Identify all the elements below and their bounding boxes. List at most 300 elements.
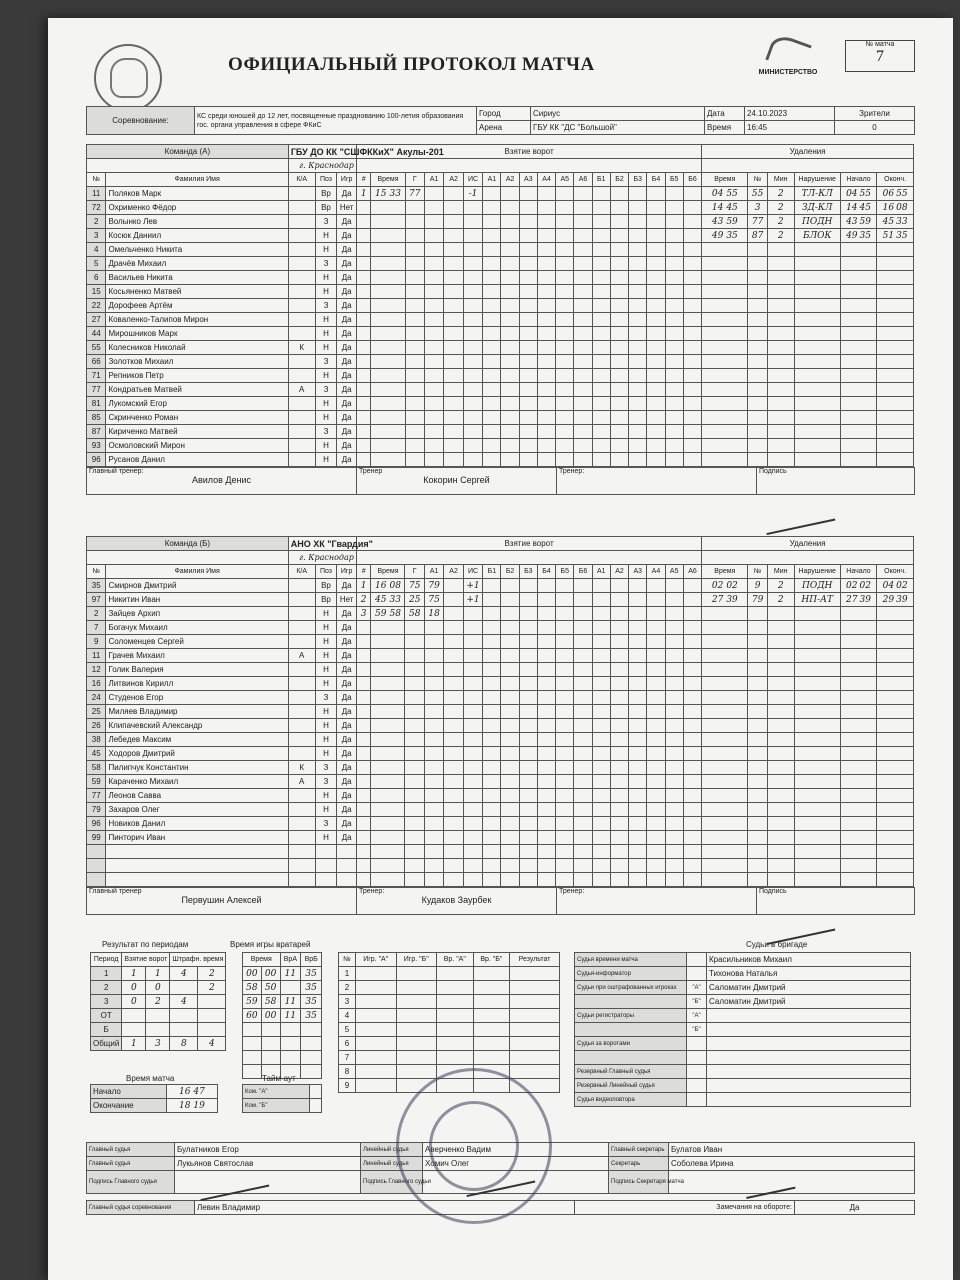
- plus-minus-cell: [483, 285, 501, 299]
- plus-minus-cell: [501, 425, 519, 439]
- plus-minus-cell: [519, 397, 537, 411]
- goal-header: А2: [444, 565, 463, 579]
- penalty-start: [840, 355, 876, 369]
- player-position: Н: [315, 719, 337, 733]
- goal-assist-1: [424, 215, 443, 229]
- plus-minus-cell: [610, 341, 628, 355]
- penalty-player: [748, 663, 767, 677]
- plus-minus-cell: [501, 355, 519, 369]
- goal-number: [356, 747, 371, 761]
- goal-number: [356, 621, 371, 635]
- plus-minus-cell: [665, 439, 683, 453]
- chief-referee: Булатников Егор: [175, 1143, 361, 1157]
- plus-minus-cell: [537, 425, 555, 439]
- goal-situation: [463, 425, 482, 439]
- player-position: Н: [315, 397, 337, 411]
- plus-minus-cell: [519, 593, 537, 607]
- player-position: [315, 845, 337, 859]
- goal-time: [371, 383, 405, 397]
- plus-minus-cell: [665, 817, 683, 831]
- official-row: [575, 995, 911, 1009]
- player-number: 99: [87, 831, 106, 845]
- match-end: 18 19: [166, 1099, 217, 1113]
- plus-minus-cell: [483, 817, 501, 831]
- penalty-end-sec: 02: [896, 580, 908, 591]
- goal-time: [371, 733, 405, 747]
- goal-scorer: [405, 621, 424, 635]
- player-number: 77: [87, 789, 106, 803]
- team_a-table: [86, 144, 914, 467]
- goal-scorer: [405, 747, 424, 761]
- plus-minus-cell: [556, 201, 574, 215]
- plus-minus-cell: [519, 341, 537, 355]
- player-played: Да: [337, 425, 356, 439]
- plus-minus-cell: [629, 229, 647, 243]
- player-row: [87, 789, 914, 803]
- plus-minus-cell: [629, 397, 647, 411]
- penalty-end: [877, 257, 914, 271]
- goal-assist-2: [444, 621, 463, 635]
- penalty-end: [877, 327, 914, 341]
- penalty-start: [840, 649, 876, 663]
- player-played: Да: [337, 761, 356, 775]
- plus-minus-cell: [629, 663, 647, 677]
- goal-time: [371, 831, 405, 845]
- player-number: 11: [87, 649, 106, 663]
- plus-minus-cell: [647, 873, 665, 887]
- player-row: [87, 845, 914, 859]
- roster-header: Фамилия Имя: [106, 565, 288, 579]
- player-name: Русанов Данил: [106, 453, 288, 467]
- plus-minus-cell: [647, 187, 665, 201]
- plus-minus-cell: [629, 439, 647, 453]
- penalty-player: [748, 677, 767, 691]
- penalty-start-sec: 02: [859, 580, 871, 591]
- plus-minus-cell: [501, 747, 519, 761]
- goal-situation: [463, 747, 482, 761]
- coach-signature-cell: [757, 888, 915, 915]
- penalty-infraction: [794, 439, 840, 453]
- player-position: Н: [315, 831, 337, 845]
- plus-minus-cell: [556, 663, 574, 677]
- player-name: [106, 845, 288, 859]
- team-label: Команда (Б): [87, 537, 289, 551]
- plus-minus-cell: [665, 313, 683, 327]
- plus-minus-cell: [647, 621, 665, 635]
- plus-minus-cell: [501, 369, 519, 383]
- player-position: З: [315, 817, 337, 831]
- penalty-minutes: [767, 341, 794, 355]
- player-row: [87, 383, 914, 397]
- goal-time: [371, 593, 405, 607]
- plus-minus-cell: [665, 789, 683, 803]
- player-role: [288, 845, 315, 859]
- plus-minus-cell: [683, 733, 701, 747]
- goal-number: [356, 817, 371, 831]
- plus-minus-cell: [537, 257, 555, 271]
- player-name: Осмоловский Мирон: [106, 439, 288, 453]
- chief-referee-label: Главный судья: [87, 1143, 175, 1157]
- plus-minus-cell: [483, 719, 501, 733]
- player-number: 6: [87, 271, 106, 285]
- penalty-end: [877, 859, 914, 873]
- coach: Кокорин Сергей: [423, 475, 490, 485]
- player-played: Да: [337, 775, 356, 789]
- player-number: [87, 845, 106, 859]
- goal-scorer: [405, 719, 424, 733]
- secretary: Соболева Ирина: [669, 1157, 915, 1171]
- penalty-start: [840, 747, 876, 761]
- player-row: [87, 635, 914, 649]
- goalie-time-cell: [301, 1065, 322, 1079]
- plus-minus-cell: [519, 257, 537, 271]
- plus-minus-cell: [483, 705, 501, 719]
- plus-minus-cell: [483, 453, 501, 467]
- penalty-end-min: 04: [882, 580, 895, 591]
- plus-minus-cell: [610, 397, 628, 411]
- penalty-infraction: [794, 747, 840, 761]
- penalty-minutes: [767, 859, 794, 873]
- plus-minus-cell: [501, 411, 519, 425]
- plus-minus-cell: [501, 635, 519, 649]
- player-name: Леонов Савва: [106, 789, 288, 803]
- plus-minus-cell: [610, 691, 628, 705]
- player-role: [288, 579, 315, 593]
- plus-minus-cell: [501, 341, 519, 355]
- penalty-end: [877, 789, 914, 803]
- spectators-label: Зрители: [835, 107, 915, 121]
- goal-situation: [463, 705, 482, 719]
- plus-minus-cell: [574, 663, 592, 677]
- plus-minus-cell: [592, 425, 610, 439]
- penalty-infraction: [794, 425, 840, 439]
- official-role: [575, 995, 687, 1009]
- player-position: Вр: [315, 579, 337, 593]
- plus-minus-header: А3: [519, 173, 537, 187]
- penalty-player: [748, 425, 767, 439]
- officials-table: [574, 952, 911, 1107]
- shootout-cell: [473, 995, 510, 1009]
- penalty-minutes: [767, 271, 794, 285]
- goal-situation: [463, 733, 482, 747]
- penalty-end: [877, 271, 914, 285]
- penalty-time: [702, 859, 748, 873]
- goal-header: Г: [405, 565, 424, 579]
- penalty-end-min: 16: [882, 202, 895, 213]
- plus-minus-cell: [556, 439, 574, 453]
- penalty-end: [877, 733, 914, 747]
- penalty-time: [702, 341, 748, 355]
- official-team: "А": [687, 1009, 707, 1023]
- plus-minus-cell: [647, 719, 665, 733]
- goal-scorer: [405, 761, 424, 775]
- goal-time: [371, 439, 405, 453]
- plus-minus-cell: [629, 201, 647, 215]
- player-played: Да: [337, 215, 356, 229]
- plus-minus-cell: [647, 593, 665, 607]
- player-row: [87, 747, 914, 761]
- goal-number: [356, 271, 371, 285]
- plus-minus-cell: [574, 873, 592, 887]
- plus-minus-cell: [665, 677, 683, 691]
- shootout-cell: [355, 995, 396, 1009]
- plus-minus-cell: [647, 243, 665, 257]
- player-role: [288, 257, 315, 271]
- player-position: Н: [315, 341, 337, 355]
- goal-number: [356, 803, 371, 817]
- penalty-minutes: 2: [767, 579, 794, 593]
- penalty-player: [748, 383, 767, 397]
- goal-scorer: [405, 817, 424, 831]
- period-name: Б: [91, 1023, 122, 1037]
- goal-assist-2: [444, 705, 463, 719]
- penalty-end-sec: 33: [896, 216, 908, 227]
- plus-minus-cell: [647, 859, 665, 873]
- official-row: [575, 967, 911, 981]
- player-row: [87, 327, 914, 341]
- goal-situation: [463, 677, 482, 691]
- plus-minus-header: Б5: [665, 173, 683, 187]
- plus-minus-cell: [501, 285, 519, 299]
- plus-minus-cell: [483, 635, 501, 649]
- shootout-number: 6: [339, 1037, 356, 1051]
- penalty-player: [748, 327, 767, 341]
- plus-minus-header: А1: [483, 173, 501, 187]
- player-number: 25: [87, 705, 106, 719]
- plus-minus-cell: [537, 341, 555, 355]
- plus-minus-cell: [501, 243, 519, 257]
- roster-header: К/А: [288, 173, 315, 187]
- penalty-minutes: 2: [767, 229, 794, 243]
- plus-minus-header: А3: [629, 565, 647, 579]
- plus-minus-cell: [556, 621, 574, 635]
- plus-minus-cell: [610, 705, 628, 719]
- plus-minus-header: Б3: [519, 565, 537, 579]
- goal-number: [356, 285, 371, 299]
- goal-situation: [463, 397, 482, 411]
- player-row: [87, 775, 914, 789]
- penalty-end-min: 51: [882, 230, 895, 241]
- head-coach: Авилов Денис: [191, 475, 252, 485]
- plus-minus-cell: [592, 453, 610, 467]
- plus-minus-cell: [519, 453, 537, 467]
- penalty-infraction: [794, 607, 840, 621]
- player-number: 96: [87, 453, 106, 467]
- shootout-cell: [396, 1009, 436, 1023]
- penalty-time: [702, 201, 748, 215]
- goal-time: [371, 663, 405, 677]
- penalty-time: [702, 327, 748, 341]
- player-position: З: [315, 299, 337, 313]
- plus-minus-cell: [537, 845, 555, 859]
- goalie-time-cell: 11: [280, 1009, 301, 1023]
- goal-scorer: [405, 201, 424, 215]
- plus-minus-cell: [647, 257, 665, 271]
- match-number: 7: [876, 48, 884, 65]
- player-name: Дорофеев Артём: [106, 299, 288, 313]
- plus-minus-cell: [610, 649, 628, 663]
- shootout-number: 4: [339, 1009, 356, 1023]
- penalty-player: [748, 817, 767, 831]
- plus-minus-cell: [683, 243, 701, 257]
- goal-scorer: [405, 369, 424, 383]
- goal-assist-2: [444, 313, 463, 327]
- shootout-header: Игр. "Б": [396, 953, 436, 967]
- goal-number: [356, 383, 371, 397]
- plus-minus-cell: [683, 229, 701, 243]
- plus-minus-cell: [629, 285, 647, 299]
- penalty-player: [748, 775, 767, 789]
- goal-assist-1: 75: [424, 593, 443, 607]
- sign-secretary-label: Подпись Секретаря матча: [609, 1171, 669, 1194]
- goalie-time-title: Время игры вратарей: [230, 940, 311, 949]
- plus-minus-cell: [647, 439, 665, 453]
- goal-time: [371, 649, 405, 663]
- goal-assist-2: [444, 243, 463, 257]
- plus-minus-header: А1: [592, 565, 610, 579]
- player-row: [87, 859, 914, 873]
- plus-minus-cell: [610, 257, 628, 271]
- shootout-header: Вр. "Б": [473, 953, 510, 967]
- shootout-cell: [473, 1051, 510, 1065]
- penalty-header: Время: [702, 173, 748, 187]
- plus-minus-cell: [665, 341, 683, 355]
- official-name: Саломатин Дмитрий: [707, 995, 911, 1009]
- penalty-time: [702, 579, 748, 593]
- player-number: 38: [87, 733, 106, 747]
- plus-minus-cell: [537, 593, 555, 607]
- period-value: 4: [198, 1037, 226, 1051]
- plus-minus-cell: [592, 187, 610, 201]
- goal-assist-1: [424, 299, 443, 313]
- official-row: [575, 1037, 911, 1051]
- plus-minus-cell: [592, 383, 610, 397]
- player-role: [288, 691, 315, 705]
- plus-minus-cell: [647, 411, 665, 425]
- player-row: [87, 369, 914, 383]
- official-team: "А": [687, 981, 707, 995]
- plus-minus-cell: [483, 621, 501, 635]
- plus-minus-cell: [501, 299, 519, 313]
- player-name: Коваленко-Талипов Мирон: [106, 313, 288, 327]
- official-name: [707, 1037, 911, 1051]
- penalty-start: [840, 859, 876, 873]
- player-played: Нет: [337, 201, 356, 215]
- penalty-infraction: [794, 775, 840, 789]
- penalty-start: [840, 831, 876, 845]
- plus-minus-cell: [556, 691, 574, 705]
- goal-scorer: [405, 649, 424, 663]
- plus-minus-cell: [537, 201, 555, 215]
- goalie-time-cell: 00: [261, 1009, 280, 1023]
- player-role: [288, 677, 315, 691]
- goal-situation: [463, 313, 482, 327]
- player-name: Клипачевский Александр: [106, 719, 288, 733]
- goal-scorer: [405, 635, 424, 649]
- plus-minus-cell: [501, 313, 519, 327]
- period-row: [91, 1023, 226, 1037]
- goal-situation: [463, 355, 482, 369]
- head-coach-cell: [87, 468, 357, 495]
- plus-minus-cell: [665, 425, 683, 439]
- period-value: 3: [146, 1037, 170, 1051]
- penalty-minutes: [767, 691, 794, 705]
- penalty-infraction: [794, 873, 840, 887]
- penalty-minutes: [767, 243, 794, 257]
- goal-number: [356, 691, 371, 705]
- goal-time: [371, 873, 405, 887]
- goal-time: [371, 677, 405, 691]
- penalty-end: [877, 215, 914, 229]
- plus-minus-cell: [574, 285, 592, 299]
- goal-assist-2: [444, 817, 463, 831]
- penalty-infraction: [794, 397, 840, 411]
- player-name: Колесников Николай: [106, 341, 288, 355]
- period-value: 1: [122, 967, 146, 981]
- goal-assist-1: [424, 229, 443, 243]
- plus-minus-cell: [665, 369, 683, 383]
- player-number: 7: [87, 621, 106, 635]
- penalties-title: Удаления: [702, 537, 914, 551]
- plus-minus-cell: [647, 691, 665, 705]
- plus-minus-cell: [537, 803, 555, 817]
- plus-minus-header: А2: [610, 565, 628, 579]
- goal-time-sec: 08: [389, 580, 401, 591]
- plus-minus-cell: [556, 817, 574, 831]
- goalie-time-table: [242, 952, 322, 1079]
- player-role: [288, 635, 315, 649]
- goal-time: [371, 789, 405, 803]
- plus-minus-cell: [556, 789, 574, 803]
- official-team: [687, 1037, 707, 1051]
- goal-scorer: [405, 285, 424, 299]
- plus-minus-cell: [683, 313, 701, 327]
- penalty-player: 9: [748, 579, 767, 593]
- goal-scorer: [405, 215, 424, 229]
- penalty-infraction: [794, 327, 840, 341]
- shootout-number: 2: [339, 981, 356, 995]
- player-position: Н: [315, 677, 337, 691]
- player-row: [87, 201, 914, 215]
- plus-minus-cell: [665, 453, 683, 467]
- plus-minus-cell: [647, 271, 665, 285]
- goal-number: [356, 873, 371, 887]
- shootout-number: 1: [339, 967, 356, 981]
- shootout-cell: [436, 967, 473, 981]
- penalty-end: [877, 691, 914, 705]
- official-row: [575, 981, 911, 995]
- penalty-time-min: 02: [711, 580, 724, 591]
- goal-scorer: [405, 859, 424, 873]
- plus-minus-cell: [537, 187, 555, 201]
- penalties-spacer: [702, 551, 914, 565]
- period-value: 2: [198, 967, 226, 981]
- team-city: г. Краснодар: [288, 159, 356, 173]
- plus-minus-header: Б4: [647, 173, 665, 187]
- official-row: [575, 1009, 911, 1023]
- penalty-infraction: ЗД-КЛ: [794, 201, 840, 215]
- plus-minus-cell: [629, 873, 647, 887]
- penalty-start: [840, 705, 876, 719]
- plus-minus-cell: [629, 243, 647, 257]
- head-coach-label: Главный тренер:: [89, 468, 144, 475]
- period-row: [91, 1009, 226, 1023]
- plus-minus-cell: [647, 229, 665, 243]
- period-value: 8: [170, 1037, 198, 1051]
- penalty-header: Оконч.: [877, 565, 914, 579]
- plus-minus-cell: [610, 229, 628, 243]
- plus-minus-cell: [592, 327, 610, 341]
